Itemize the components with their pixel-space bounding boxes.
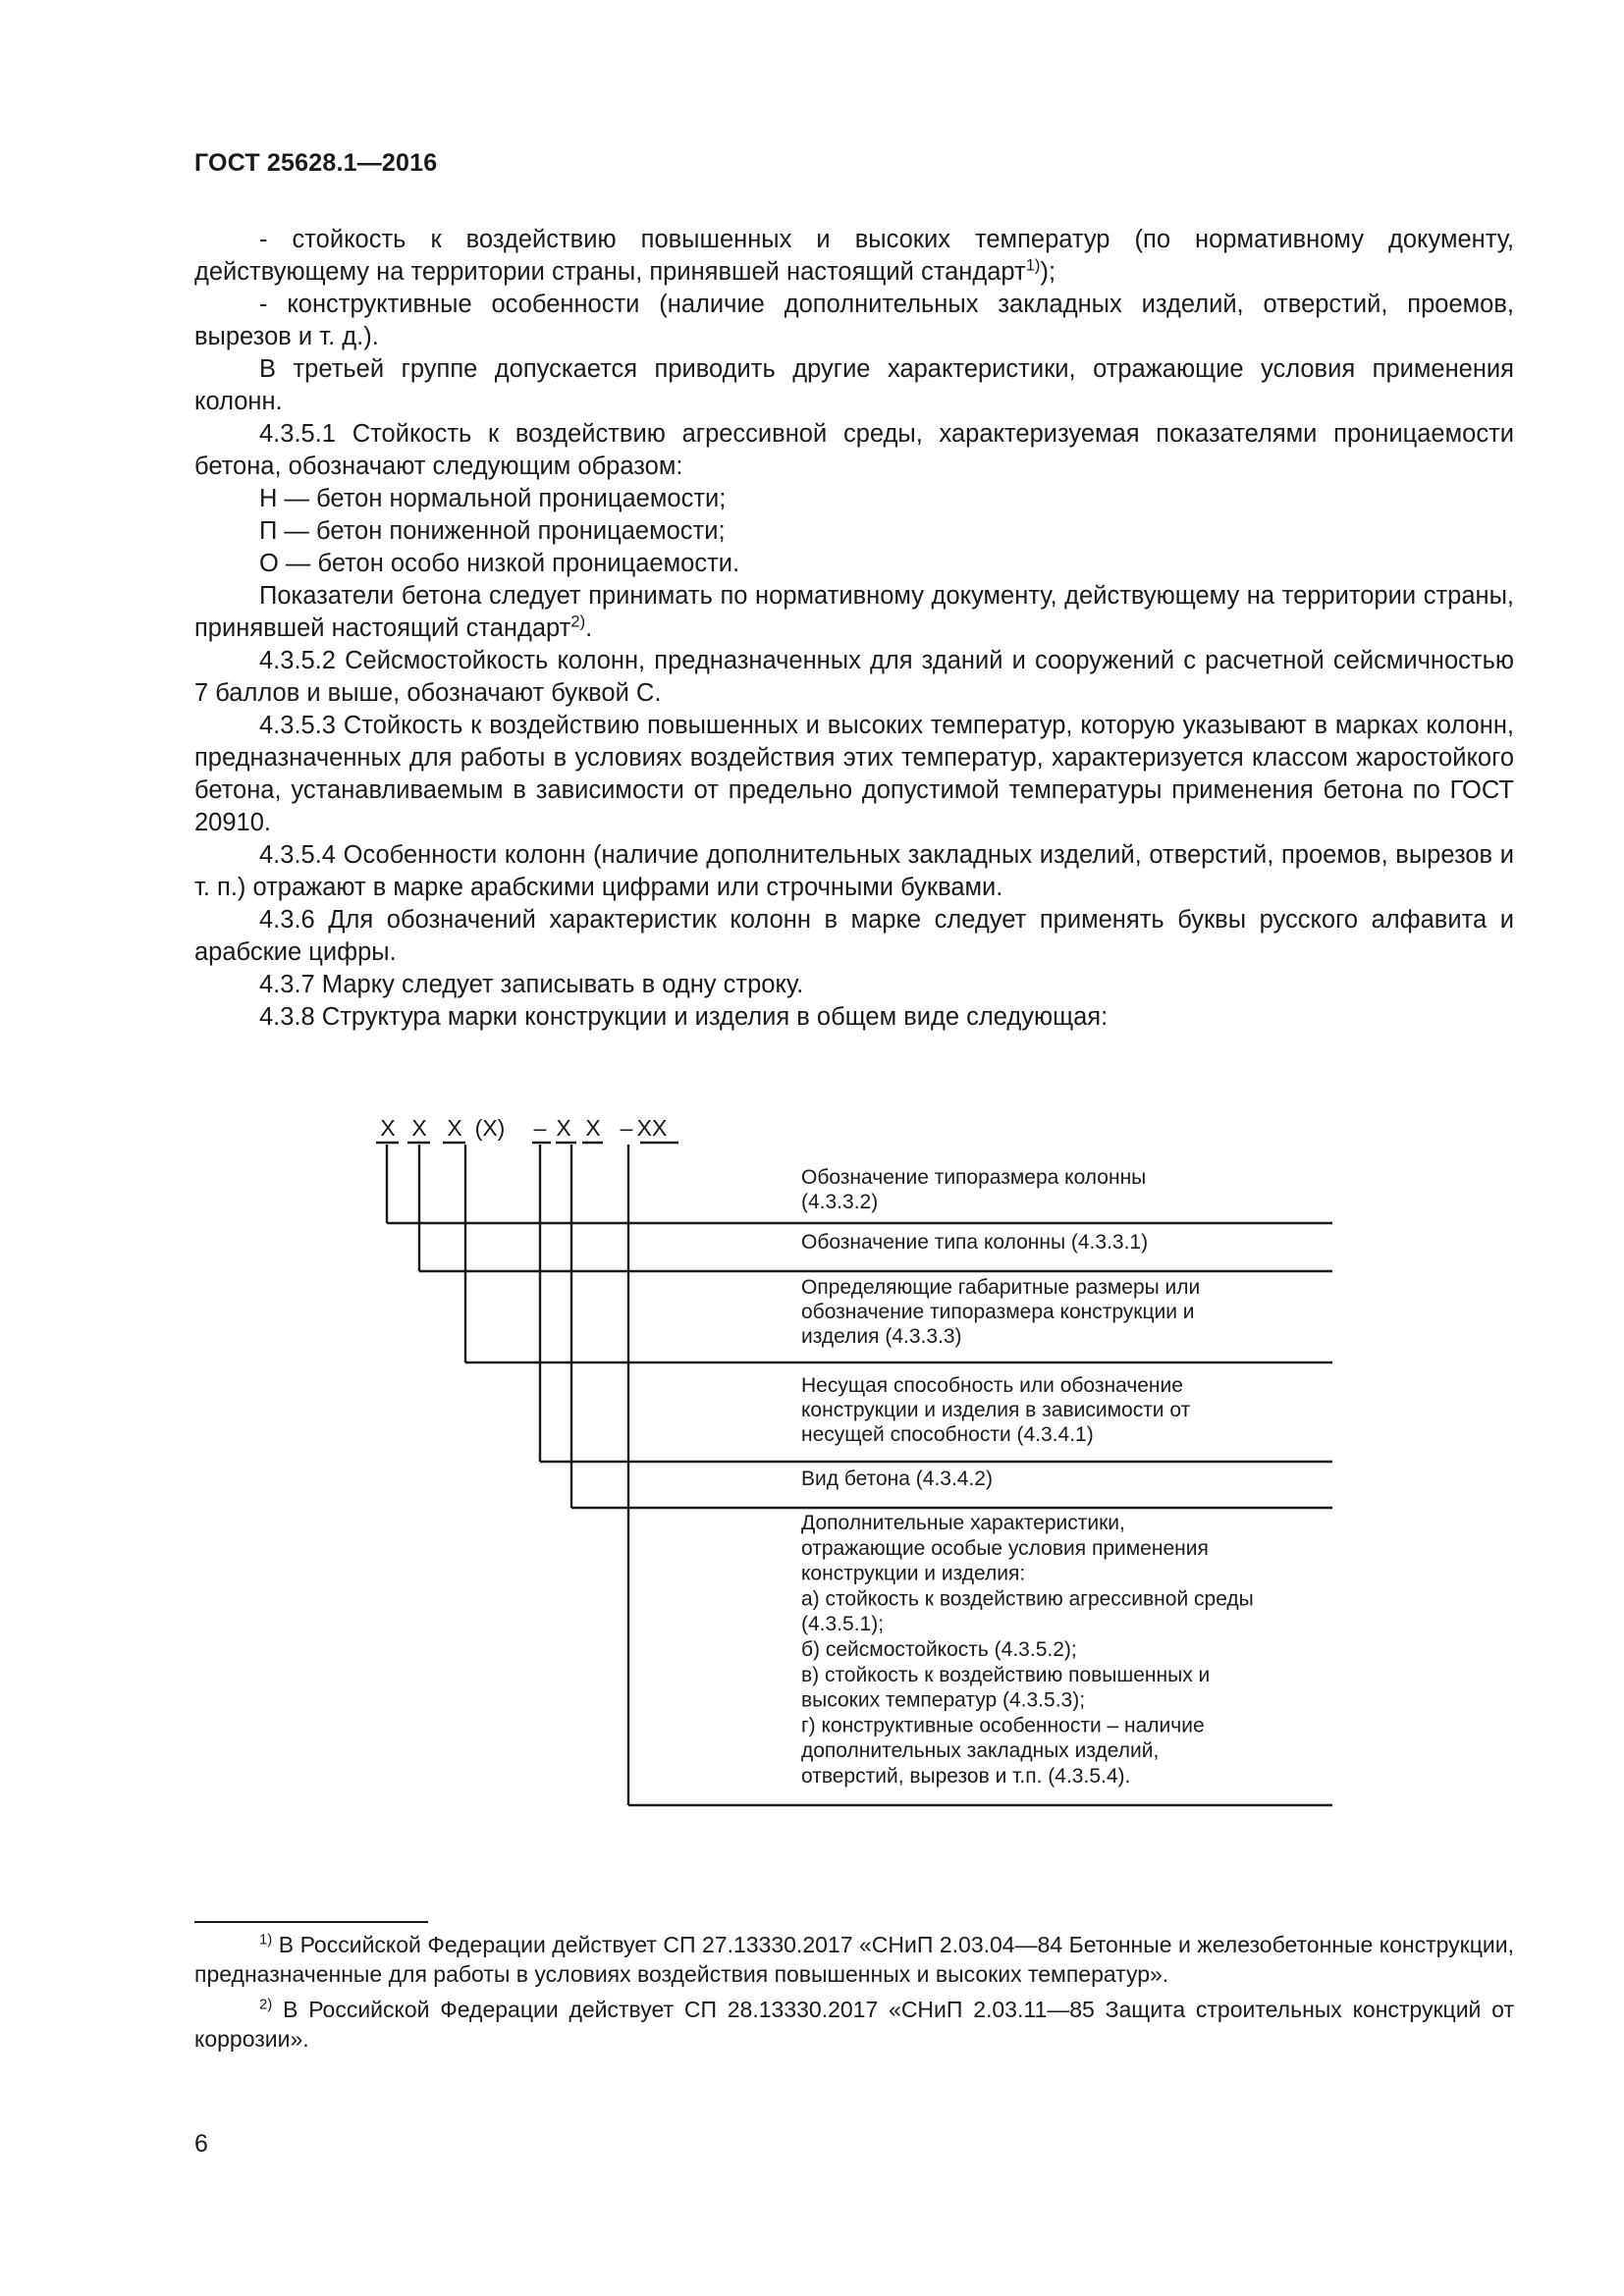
footnote-ref: 2) bbox=[570, 612, 586, 631]
code-token: – bbox=[533, 1115, 547, 1141]
diagram-description: Определяющие габаритные размеры или обозначение типоразмера конструкции и изделия (4.3.3.3) bbox=[801, 1276, 1201, 1348]
diagram-description: Обозначение типоразмера колонны (4.3.3.2) bbox=[801, 1166, 1147, 1213]
paragraph: - стойкость к воздействию повышенных и высоких температур (по нормативному документу, действующему на территории страны, принявшей настоящий стандарт$^{1)}$); bbox=[194, 226, 1514, 286]
paragraph: Показатели бетона следует принимать по нормативному документу, действующему на территории страны, принявшей настоящий стандарт$^{2)}$. bbox=[194, 582, 1514, 642]
diagram-description: Дополнительные характеристики, отражающие особые условия применения конструкции и изделия: а) стойкость к воздействию агрессивной среды (4.3.5.1); б) сейсмостойкость (4.3.5.2); в) стойкость к воздействию повышенных и высоких температур (4.3.5.3); г) конструктивные особенности – наличие дополнительных закладных изделий, отверстий, вырезов и т.п. (4.3.5.4). bbox=[801, 1512, 1254, 1788]
diagram-description: Несущая способность или обозначение конструкции и изделия в зависимости от несущей способности (4.3.4.1) bbox=[801, 1374, 1191, 1446]
paragraph: 4.3.8 Структура марки конструкции и изделия в общем виде следующая: bbox=[259, 1003, 1109, 1031]
footnote: $^{1)}$ В Российской Федерации действует СП 27.13330.2017 «СНиП 2.03.04—84 Бетонные и железобетонные конструкции, предназначенные для работы в условиях воздействия повышенных и высоких температур». bbox=[194, 1931, 1514, 1987]
code-token: Х bbox=[585, 1115, 601, 1141]
code-token: Х bbox=[556, 1115, 571, 1141]
page-number: 6 bbox=[194, 2130, 208, 2158]
paragraph: 4.3.7 Марку следует записывать в одну строку. bbox=[259, 971, 804, 998]
paragraph: О — бетон особо низкой проницаемости. bbox=[259, 550, 740, 577]
diagram-description: Вид бетона (4.3.4.2) bbox=[801, 1468, 993, 1490]
footnotes bbox=[194, 1930, 1514, 2059]
footnote-ref: 1) bbox=[1025, 255, 1041, 275]
paragraph: 4.3.5.1 Стойкость к воздействию агрессивной среды, характеризуемая показателями проницаемости бетона, обозначают следующим образом: bbox=[194, 420, 1514, 480]
paragraph: П — бетон пониженной проницаемости; bbox=[259, 517, 726, 545]
footnote: $^{2)}$ В Российской Федерации действует СП 28.13330.2017 «СНиП 2.03.11—85 Защита строительных конструкций от коррозии». bbox=[194, 1996, 1514, 2052]
footnote-marker: 1) bbox=[259, 1931, 273, 1949]
code-token: Х bbox=[411, 1115, 427, 1141]
code-token: Х bbox=[447, 1115, 462, 1141]
paragraph: 4.3.5.3 Стойкость к воздействию повышенных и высоких температур, которую указывают в марках колонн, предназначенных для работы в условиях воздействия этих температур, характеризуется классом жаростойкого бетона, устанавливаемым в зависимости от предельно допустимой температуры применения бетона по ГОСТ 20910. bbox=[194, 712, 1514, 836]
page-header: ГОСТ 25628.1—2016 bbox=[194, 149, 438, 177]
paragraph: - конструктивные особенности (наличие дополнительных закладных изделий, отверстий, проемов, вырезов и т. д.). bbox=[194, 291, 1514, 350]
paragraph: 4.3.6 Для обозначений характеристик колонн в марке следует применять буквы русского алфавита и арабские цифры. bbox=[194, 906, 1514, 966]
paragraph: Н — бетон нормальной проницаемости; bbox=[259, 485, 727, 512]
code-token: (Х) bbox=[474, 1115, 506, 1141]
paragraph: В третьей группе допускается приводить другие характеристики, отражающие условия применения колонн. bbox=[194, 355, 1514, 415]
code-token: Х bbox=[380, 1115, 396, 1141]
code-token: – bbox=[620, 1115, 633, 1141]
diagram-description: Обозначение типа колонны (4.3.3.1) bbox=[801, 1231, 1149, 1254]
footnote-marker: 2) bbox=[259, 1996, 273, 2013]
footnote-separator bbox=[194, 1921, 428, 1923]
code-token: ХХ bbox=[636, 1115, 668, 1141]
paragraph: 4.3.5.2 Сейсмостойкость колонн, предназначенных для зданий и сооружений с расчетной сейсмичностью 7 баллов и выше, обозначают буквой С. bbox=[194, 647, 1514, 707]
paragraph: 4.3.5.4 Особенности колонн (наличие дополнительных закладных изделий, отверстий, проемов, вырезов и т. п.) отражают в марке арабскими цифрами или строчными буквами. bbox=[194, 841, 1514, 901]
